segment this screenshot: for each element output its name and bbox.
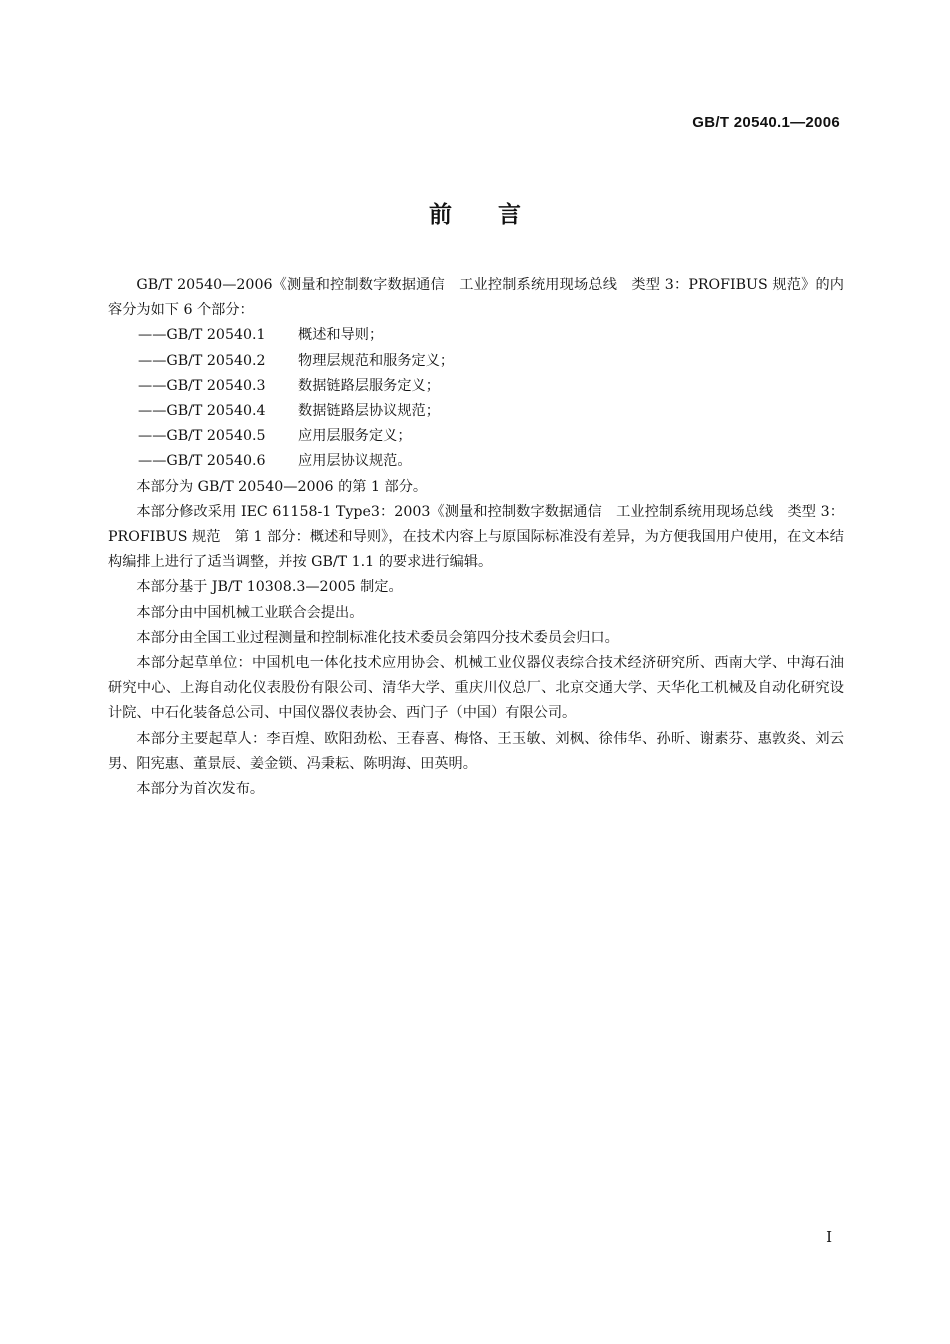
paragraph-drafters: 本部分主要起草人：李百煌、欧阳劲松、王春喜、梅恪、王玉敏、刘枫、徐伟华、孙昕、谢素芬、惠敦炎、刘云男、阳宪惠、董景辰、姜金锁、冯秉耘、陈明海、田英明。 xyxy=(108,730,844,772)
part-name: 物理层规范和服务定义； xyxy=(298,352,455,369)
part-code: ——GB/T 20540.2 xyxy=(138,352,266,369)
list-item-part-4 xyxy=(108,399,844,424)
title-char-1: 前 xyxy=(429,202,452,228)
part-code: ——GB/T 20540.5 xyxy=(138,428,266,445)
paragraph-committee: 本部分由全国工业过程测量和控制标准化技术委员会第四分技术委员会归口。 xyxy=(136,629,619,646)
title-char-2: 言 xyxy=(498,202,521,228)
part-code: ——GB/T 20540.4 xyxy=(138,403,266,420)
part-code: ——GB/T 20540.1 xyxy=(138,327,266,344)
list-item-part-1 xyxy=(108,323,844,348)
paragraph-basis: 本部分基于 JB/T 10308.3—2005 制定。 xyxy=(136,579,403,596)
part-name: 应用层服务定义； xyxy=(298,428,412,445)
part-name: 应用层协议规范。 xyxy=(298,453,412,470)
part-name: 数据链路层服务定义； xyxy=(298,377,440,394)
part-code: ——GB/T 20540.6 xyxy=(138,453,266,470)
document-code: GB/T 20540.1—2006 xyxy=(692,114,840,131)
part-code: ——GB/T 20540.3 xyxy=(138,377,266,394)
paragraph-part-designation: 本部分为 GB/T 20540—2006 的第 1 部分。 xyxy=(136,478,428,495)
list-item-part-5 xyxy=(108,424,844,449)
page-number: I xyxy=(826,1228,832,1246)
intro-paragraph: GB/T 20540—2006《测量和控制数字数据通信 工业控制系统用现场总线 类型 3：PROFIBUS 规范》的内容分为如下 6 个部分： xyxy=(108,277,844,319)
paragraph-adoption: 本部分修改采用 IEC 61158-1 Type3：2003《测量和控制数字数据通信 工业控制系统用现场总线 类型 3：PROFIBUS 规范 第 1 部分：概述和导则》，在技术内容上与原国际标准没有差异，为方便我国用户使用，在文本结构编排上进行了适当调整，并按 GB/T 1.1 的要求进行编辑。 xyxy=(108,503,844,571)
part-name: 数据链路层协议规范； xyxy=(298,403,440,420)
foreword-body xyxy=(108,273,844,802)
page-title xyxy=(0,196,950,229)
list-item-part-6 xyxy=(108,449,844,474)
list-item-part-3 xyxy=(108,374,844,399)
paragraph-first-release: 本部分为首次发布。 xyxy=(136,781,265,798)
paragraph-drafting-units: 本部分起草单位：中国机电一体化技术应用协会、机械工业仪器仪表综合技术经济研究所、西南大学、中海石油研究中心、上海自动化仪表股份有限公司、清华大学、重庆川仪总厂、北京交通大学、天华化工机械及自动化研究设计院、中石化装备总公司、中国仪器仪表协会、西门子（中国）有限公司。 xyxy=(108,655,844,722)
paragraph-proposer: 本部分由中国机械工业联合会提出。 xyxy=(136,604,364,621)
list-item-part-2 xyxy=(108,349,844,374)
part-name: 概述和导则； xyxy=(298,327,384,344)
